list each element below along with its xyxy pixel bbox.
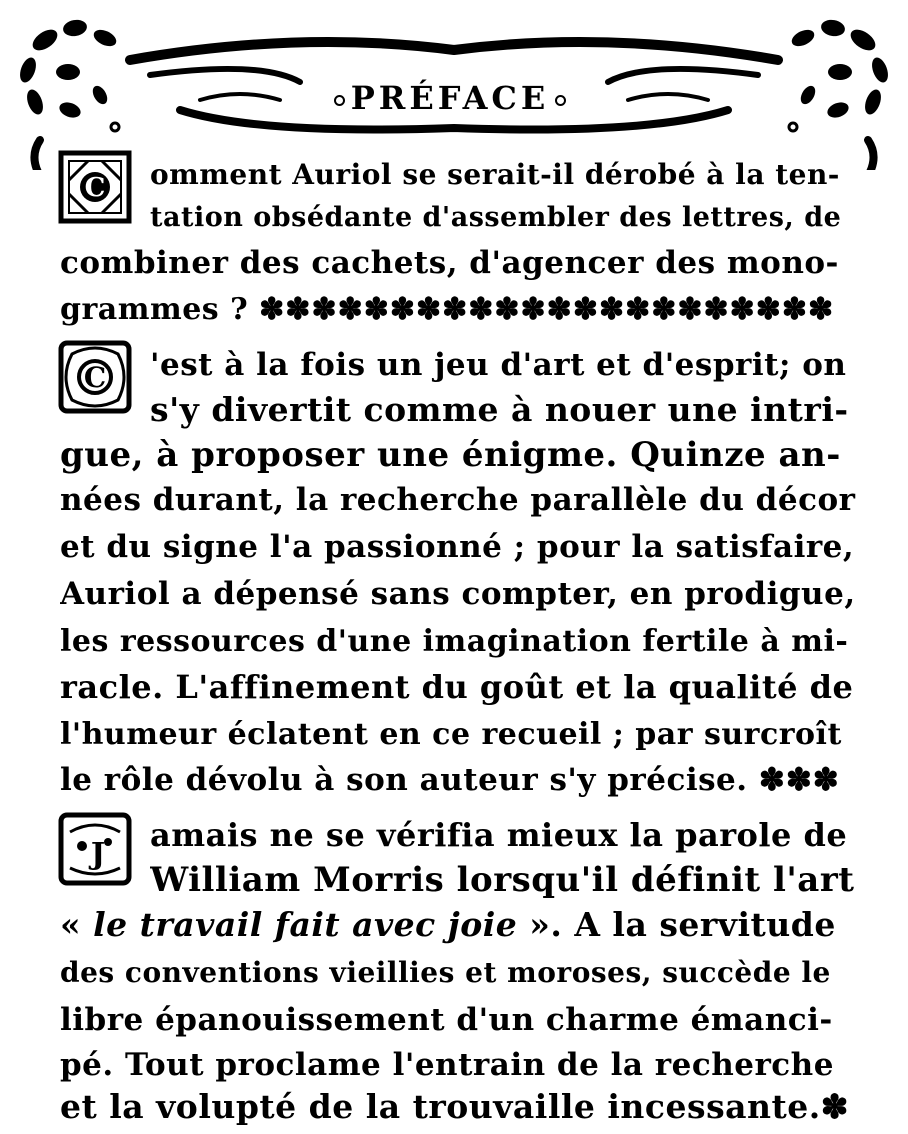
ornament-row: ✽✽✽✽✽✽✽✽✽✽✽✽✽✽✽✽✽✽✽✽✽✽ [259,292,835,327]
text-line: des conventions vieillies et moroses, succède le [60,956,831,989]
text-line: amais ne se vérifia mieux la parole de [150,816,848,854]
text-line-words: et la volupté de la trouvaille incessante. [60,1087,821,1126]
text-line: gue, à proposer une énigme. Quinze an- [60,435,841,475]
text-line-quote [60,900,856,950]
ornament-end: ✽ [820,1087,849,1126]
text-line: nées durant, la recherche parallèle du décor [60,482,856,518]
ornament-row: ✽✽✽ [758,762,840,798]
text-line: Auriol a dépensé sans compter, en prodigue, [60,576,856,612]
quote-suffix: ». A la servitude [517,905,836,944]
text-line: les ressources d'une imagination fertile à mi- [60,624,849,659]
text-line: omment Auriol se serait-il dérobé à la ten- [150,158,840,191]
left-flower-ornament [17,18,119,131]
dropcap-c-floral [58,340,132,414]
text-line-words: le rôle dévolu à son auteur s'y précise. [60,762,748,798]
text-line: 'est à la fois un jeu d'art et d'esprit; on [150,347,847,383]
quote-italic: le travail fait avec joie [93,905,518,944]
svg-text:C: C [83,361,107,394]
text-line: pé. Tout proclame l'entrain de la recherche [60,1047,834,1083]
right-flower-ornament [789,18,891,131]
dropcap-c-ornamented [58,150,132,224]
text-line [60,285,856,335]
text-line: racle. L'affinement du goût et la qualité de [60,668,854,706]
text-line: libre épanouissement d'un charme émanci- [60,1002,833,1038]
text-line: s'y divertit comme à nouer une intri- [150,390,849,429]
text-line: et du signe l'a passionné ; pour la satisfaire, [60,529,855,565]
svg-text:J: J [90,837,106,872]
text-line: William Morris lorsqu'il définit l'art [150,860,855,900]
text-line-words: grammes ? [60,292,249,327]
svg-text:C: C [84,173,106,203]
text-line: tation obsédante d'assembler des lettres, de [150,202,842,233]
text-line [60,755,856,805]
text-line [60,1082,856,1132]
text-line: combiner des cachets, d'agencer des mono- [60,245,839,281]
preface-title: PRÉFACE [300,80,600,116]
quote-prefix: « [60,905,94,944]
text-line: l'humeur éclatent en ce recueil ; par surcroît [60,717,842,752]
dropcap-j-floral [58,812,132,886]
